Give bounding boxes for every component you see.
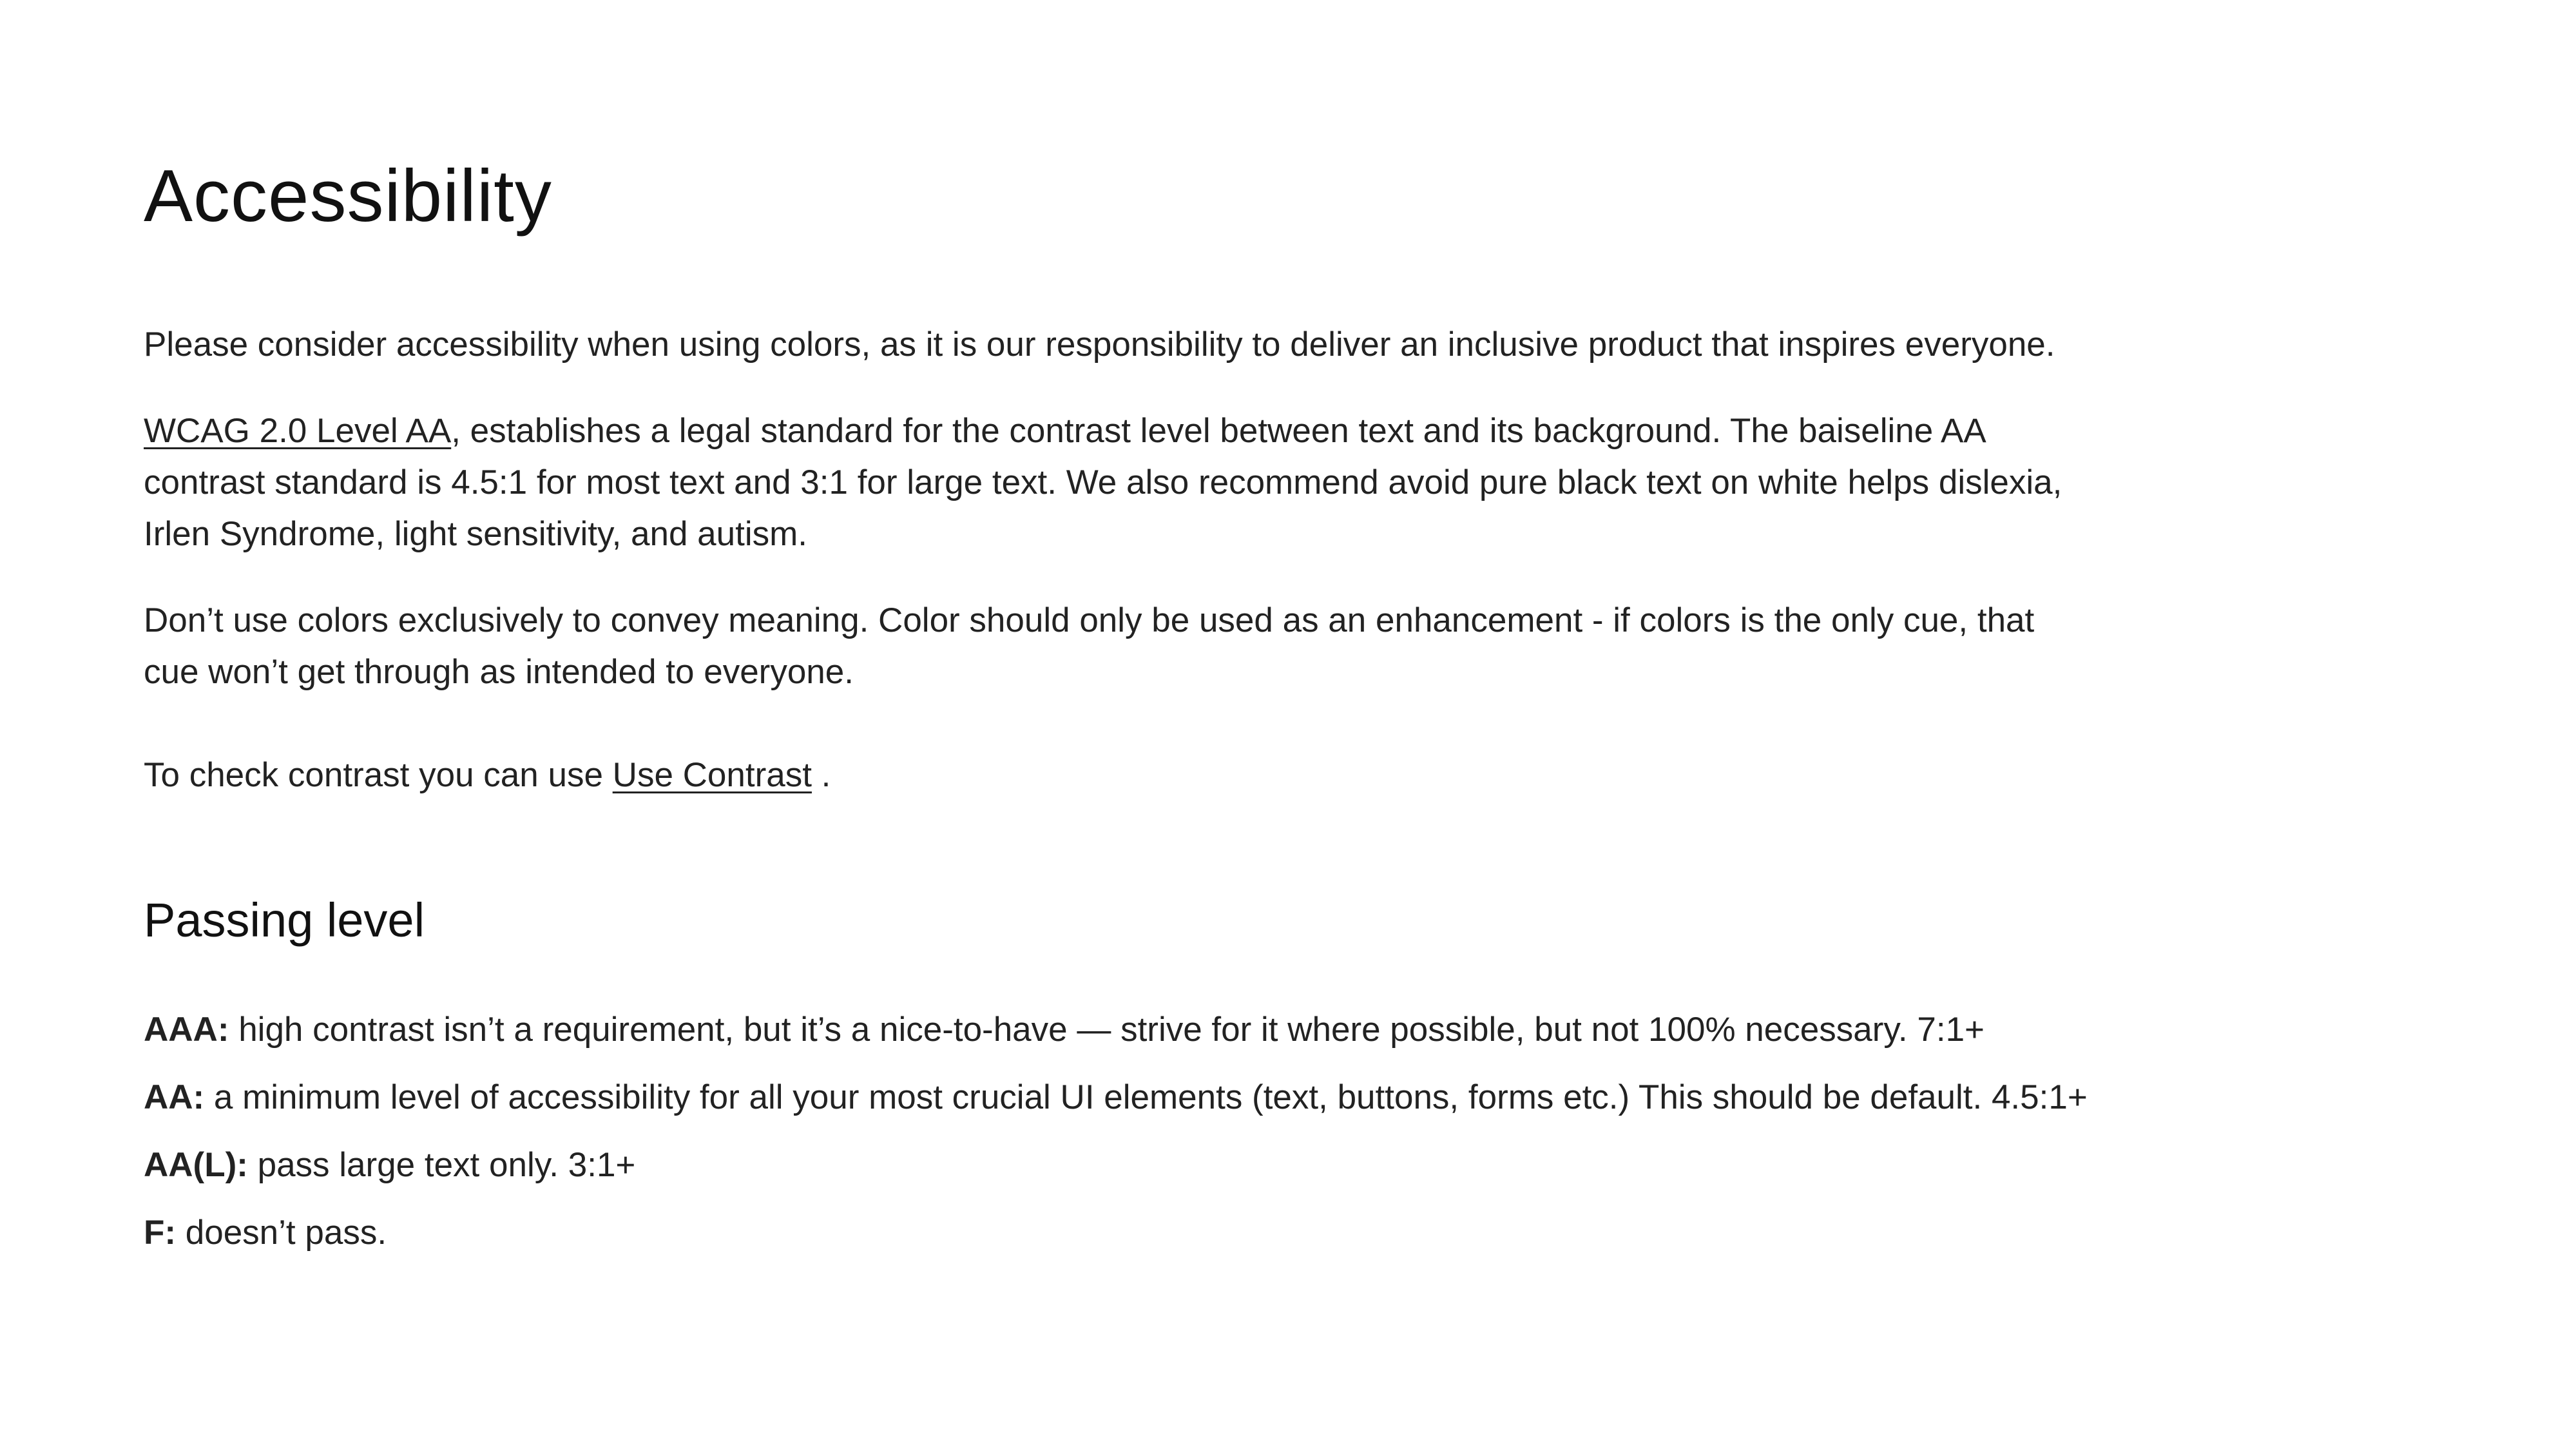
level-name: AA: (144, 1078, 205, 1116)
level-aaa (144, 1004, 2463, 1056)
wcag-line3-text: Irlen Syndrome, light sensitivity, and autism. (144, 515, 808, 553)
check-contrast-paragraph (144, 750, 2463, 801)
color-meaning-line2: cue won’t get through as intended to everyone. (144, 653, 854, 691)
level-name: AAA: (144, 1011, 229, 1049)
color-meaning-line1: Don’t use colors exclusively to convey meaning. Color should only be used as an enhancement - if colors is the only cue, that (144, 601, 2035, 639)
page-title: Accessibility (144, 155, 552, 237)
document-page (144, 148, 2463, 1275)
check-suffix-text: . (811, 756, 831, 794)
use-contrast-link[interactable]: Use Contrast (612, 756, 812, 794)
wcag-line2-text: contrast standard is 4.5:1 for most text and 3:1 for large text. We also recommend avoid pure black text on white helps dislexia, (144, 463, 2062, 501)
check-prefix-text: To check contrast you can use (144, 756, 613, 794)
level-f (144, 1207, 2463, 1259)
level-name: F: (144, 1214, 177, 1252)
wcag-link[interactable]: WCAG 2.0 Level AA (144, 412, 452, 450)
level-description: a minimum level of accessibility for all your most crucial UI elements (text, buttons, forms etc.) This should be default. 4.5:1+ (204, 1078, 2088, 1116)
level-description: pass large text only. 3:1+ (247, 1146, 636, 1184)
passing-level-list (144, 1004, 2463, 1259)
color-meaning-paragraph (144, 595, 2463, 698)
level-description: high contrast isn’t a requirement, but it’s a nice-to-have — strive for it where possible, but not 100% necessary. 7:1+ (229, 1011, 1985, 1049)
level-aa-large (144, 1140, 2463, 1191)
wcag-line1-text: , establishes a legal standard for the contrast level between text and its background. The baiseline AA (451, 412, 1986, 450)
level-name: AA(L): (144, 1146, 248, 1184)
passing-level-heading: Passing level (144, 893, 425, 947)
level-aa (144, 1072, 2463, 1123)
intro-paragraph: Please consider accessibility when using colors, as it is our responsibility to deliver an inclusive product that inspires everyone. (144, 325, 2055, 364)
wcag-paragraph (144, 405, 2463, 560)
level-description: doesn’t pass. (176, 1214, 387, 1252)
